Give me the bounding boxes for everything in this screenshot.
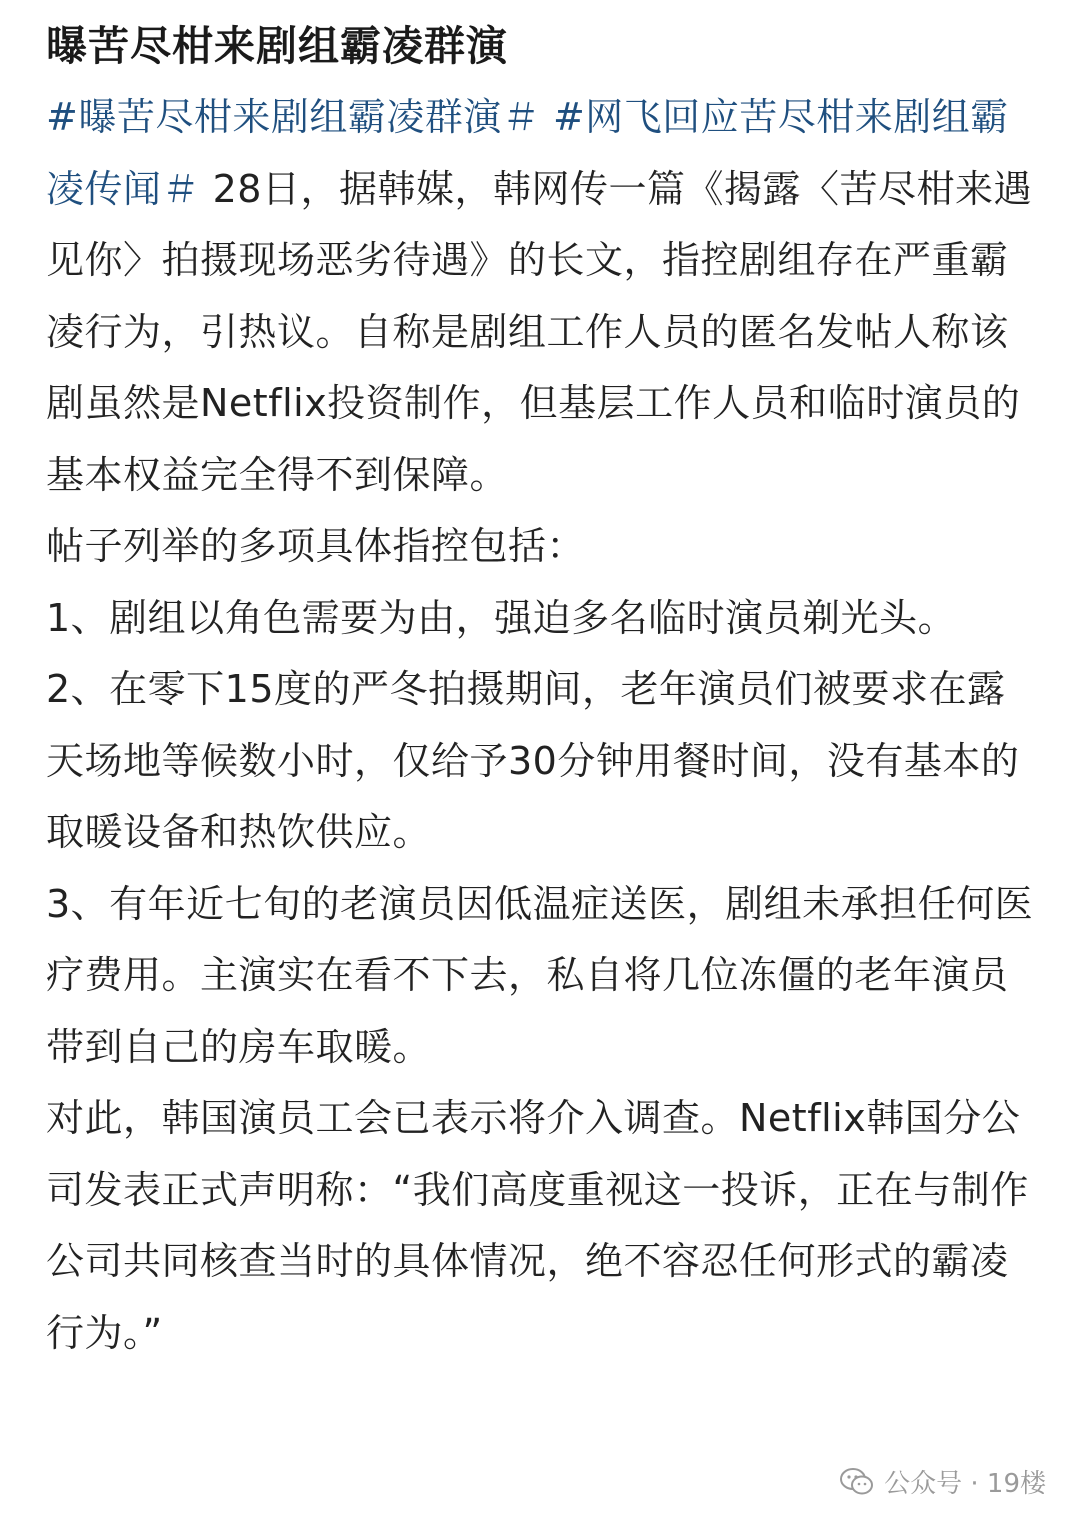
conclusion-paragraph: 对此，韩国演员工会已表示将介入调查。Netflix韩国分公司发表正式声明称：“我们高度重视这一投诉，正在与制作公司共同核查当时的具体情况，绝不容忍任何形式的霸凌行为。” bbox=[46, 1096, 1029, 1355]
hashtag-link[interactable]: #网飞回应苦尽柑来剧组霸凌传闻＃ bbox=[46, 95, 1009, 211]
hashtag-link[interactable]: #曝苦尽柑来剧组霸凌群演＃ bbox=[46, 95, 541, 139]
post-title: 曝苦尽柑来剧组霸凌群演 bbox=[46, 22, 508, 70]
intro-paragraph bbox=[46, 82, 1036, 511]
wechat-icon bbox=[840, 1467, 874, 1497]
watermark bbox=[840, 1463, 1046, 1500]
post-body bbox=[46, 82, 1036, 1369]
list-item: 2、在零下15度的严冬拍摄期间，老年演员们被要求在露天场地等候数小时，仅给予30分钟用餐时间，没有基本的取暖设备和热饮供应。 bbox=[46, 667, 1020, 854]
list-item: 1、剧组以角色需要为由，强迫多名临时演员剃光头。 bbox=[46, 595, 957, 640]
intro-text: 28日，据韩媒，韩网传一篇《揭露〈苦尽柑来遇见你〉拍摄现场恶劣待遇》的长文，指控剧组存在严重霸凌行为，引热议。自称是剧组工作人员的匿名发帖人称该剧虽然是Netflix投资制作，但基层工作人员和临时演员的基本权益完全得不到保障。 bbox=[46, 166, 1032, 497]
post-content bbox=[46, 14, 1036, 1369]
watermark-text: 公众号 · 19楼 bbox=[884, 1469, 1046, 1499]
list-intro: 帖子列举的多项具体指控包括： bbox=[46, 524, 586, 568]
list-item: 3、有年近七旬的老演员因低温症送医，剧组未承担任何医疗费用。主演实在看不下去，私自将几位冻僵的老年演员带到自己的房车取暖。 bbox=[46, 881, 1034, 1069]
